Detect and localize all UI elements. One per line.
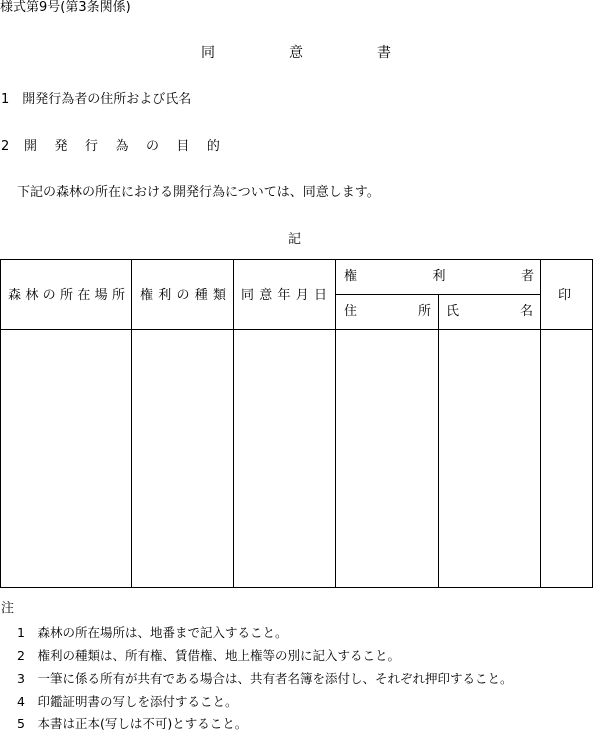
note-item: 3 一筆に係る所有が共有である場合は、共有者名簿を添付し、それぞれ押印すること。 [17, 671, 513, 686]
header-char: 所 [417, 304, 431, 319]
header-char: 所 [111, 288, 125, 303]
header-char: 日 [313, 288, 327, 303]
title-char: 書 [377, 45, 391, 61]
purpose-char: 為 [115, 139, 129, 154]
table-border-left [0, 259, 1, 588]
header-char: 月 [295, 288, 309, 303]
header-char: 林 [25, 288, 39, 303]
header-right-type [140, 288, 226, 304]
header-char: 者 [520, 269, 534, 284]
subheader-name [446, 304, 533, 320]
header-char: 所 [59, 288, 73, 303]
table-col-divider [335, 259, 336, 588]
ki-heading: 記 [288, 232, 302, 247]
table-border-bottom [0, 587, 593, 588]
header-forest-location [8, 288, 125, 304]
notes-heading: 注 [1, 601, 15, 616]
item-number-2: 2 [1, 139, 10, 154]
title-char: 同 [201, 45, 215, 61]
header-char: 類 [212, 288, 226, 303]
consent-table [0, 259, 593, 588]
header-char: 森 [8, 288, 22, 303]
table-col-divider [540, 259, 541, 588]
header-consent-date [241, 288, 327, 304]
header-char: 同 [241, 288, 255, 303]
purpose-char: 行 [84, 139, 98, 154]
purpose-char: 発 [54, 139, 68, 154]
header-char: 意 [259, 288, 273, 303]
item-developer-address-name: 1 開発行為者の住所および氏名 [1, 92, 192, 107]
table-col-divider [131, 259, 132, 588]
table-header-bottom [0, 329, 593, 330]
header-char: 名 [519, 304, 533, 319]
header-char: 利 [158, 288, 172, 303]
header-char: 氏 [446, 304, 460, 319]
purpose-char: 目 [176, 139, 190, 154]
header-char: 在 [77, 288, 91, 303]
title-char: 意 [289, 45, 303, 61]
header-char: 場 [94, 288, 108, 303]
note-item: 2 権利の種類は、所有権、賃借権、地上権等の別に記入すること。 [17, 648, 400, 663]
purpose-char: の [145, 139, 159, 154]
subheader-address [344, 304, 431, 320]
note-item: 4 印鑑証明書の写しを添付すること。 [17, 694, 238, 709]
note-item: 5 本書は正本(写しは不可)とすること。 [17, 716, 248, 731]
header-char: 権 [140, 288, 154, 303]
item-development-purpose [24, 139, 220, 155]
note-item: 1 森林の所在場所は、地番まで記入すること。 [17, 625, 288, 640]
header-char: 住 [344, 304, 358, 319]
header-char: の [176, 288, 190, 303]
header-seal: 印 [558, 288, 572, 303]
table-border-top [0, 259, 593, 260]
header-right-holder [344, 269, 534, 285]
table-col-divider [438, 294, 439, 588]
document-title [201, 45, 391, 61]
purpose-char: 開 [24, 139, 38, 154]
purpose-char: 的 [206, 139, 220, 154]
header-char: の [42, 288, 56, 303]
form-number: 様式第9号(第3条関係) [0, 0, 131, 15]
header-char: 利 [432, 269, 446, 284]
header-char: 権 [344, 269, 358, 284]
table-col-divider [233, 259, 234, 588]
header-char: 種 [194, 288, 208, 303]
header-char: 年 [277, 288, 291, 303]
consent-statement: 下記の森林の所在における開発行為については、同意します。 [17, 185, 380, 200]
